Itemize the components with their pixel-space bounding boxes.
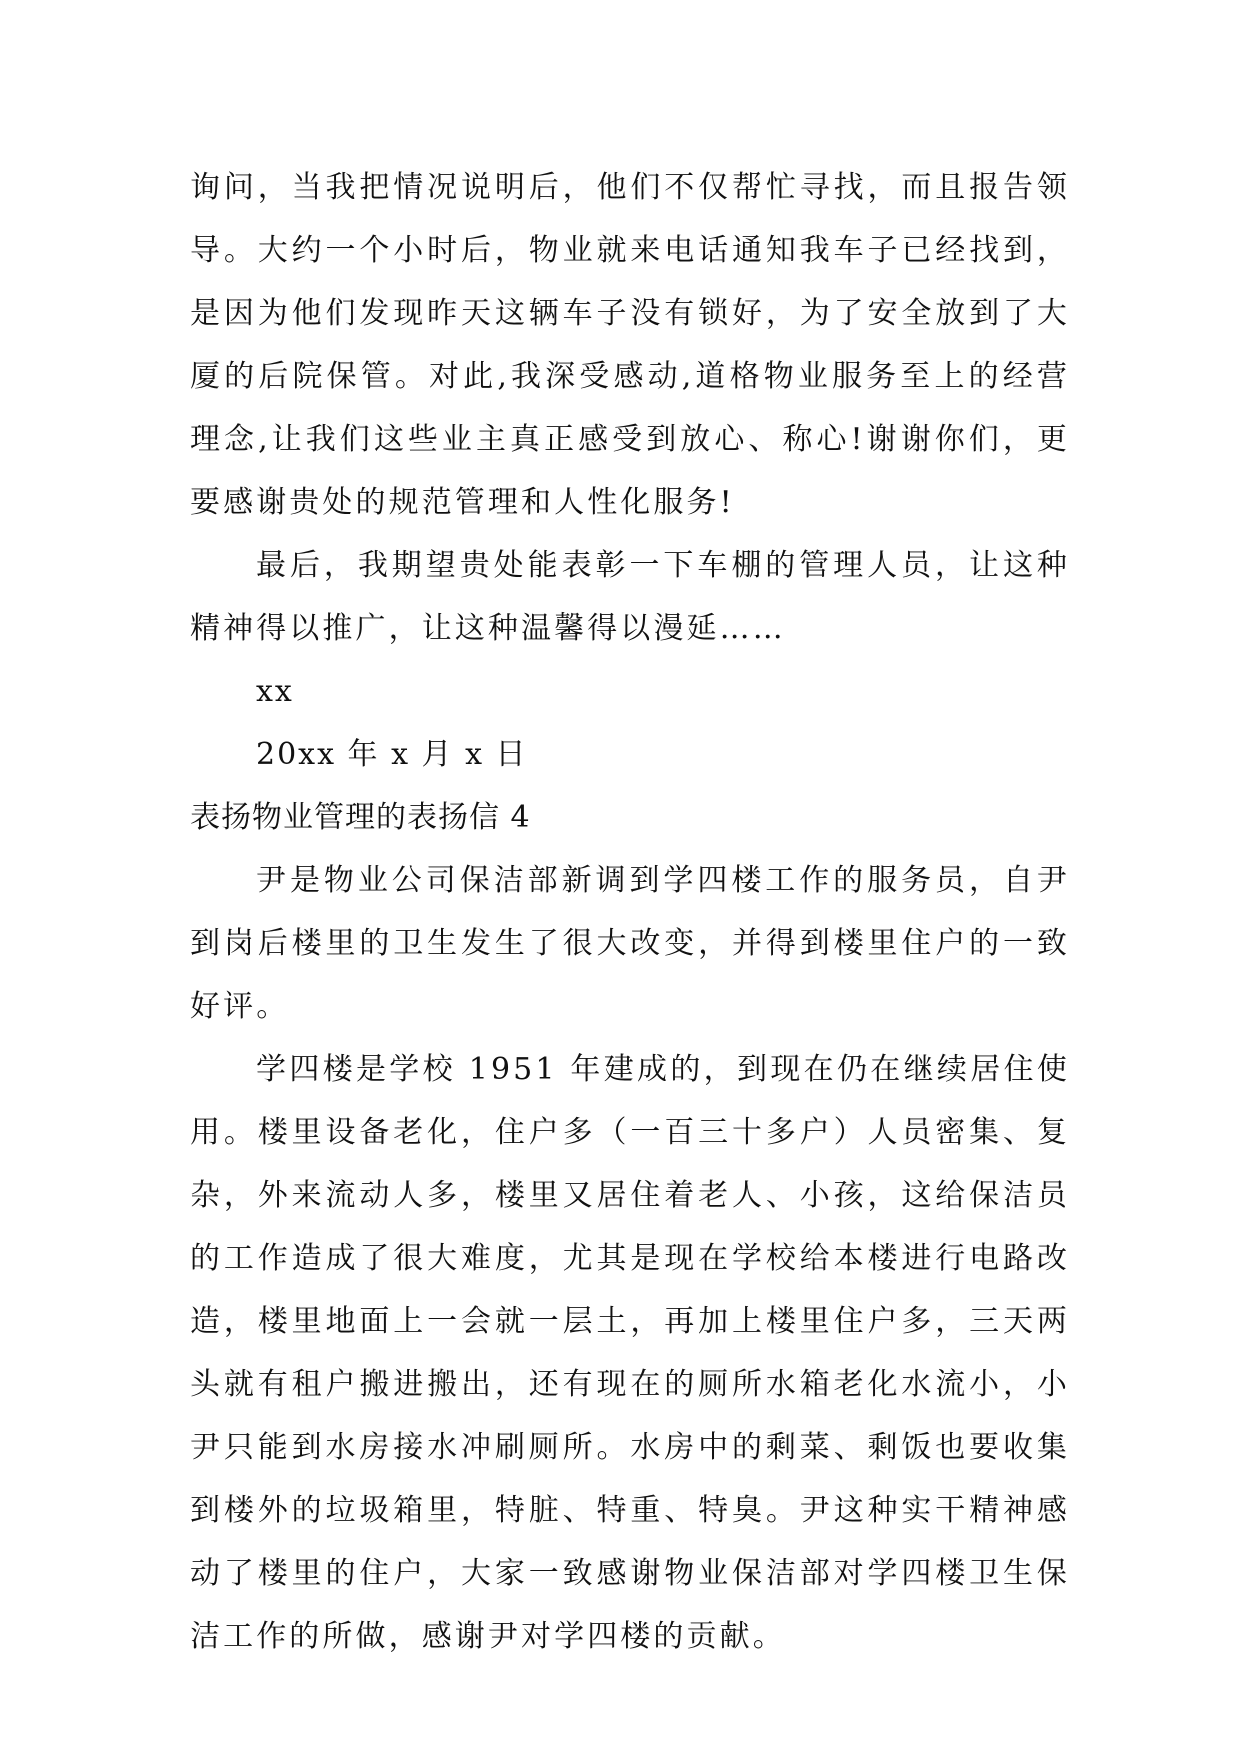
signature: xx — [256, 674, 294, 709]
paragraph-closing-wish: 最后，我期望贵处能表彰一下车棚的管理人员，让这种精神得以推广，让这种温馨得以漫延…… — [190, 548, 1070, 646]
document-body — [190, 156, 1070, 1668]
paragraph-continued-letter: 询问，当我把情况说明后，他们不仅帮忙寻找，而且报告领导。大约一个小时后，物业就来电话通知我车子已经找到，是因为他们发现昨天这辆车子没有锁好，为了安全放到了大厦的后院保管。对此,我深受感动,道格物业服务至上的经营理念,让我们这些业主真正感受到放心、称心!谢谢你们，更要感谢贵处的规范管理和人性化服务! — [190, 170, 1070, 520]
date-line: 20xx 年 x 月 x 日 — [256, 737, 528, 772]
section-heading: 表扬物业管理的表扬信 4 — [190, 800, 531, 835]
paragraph-intro: 尹是物业公司保洁部新调到学四楼工作的服务员，自尹到岗后楼里的卫生发生了很大改变，并得到楼里住户的一致好评。 — [190, 863, 1070, 1024]
paragraph-details: 学四楼是学校 1951 年建成的，到现在仍在继续居住使用。楼里设备老化，住户多（一百三十多户）人员密集、复杂，外来流动人多，楼里又居住着老人、小孩，这给保洁员的工作造成了很大难度，尤其是现在学校给本楼进行电路改造，楼里地面上一会就一层土，再加上楼里住户多，三天两头就有租户搬进搬出，还有现在的厕所水箱老化水流小，小尹只能到水房接水冲刷厕所。水房中的剩菜、剩饭也要收集到楼外的垃圾箱里，特脏、特重、特臭。尹这种实干精神感动了楼里的住户，大家一致感谢物业保洁部对学四楼卫生保洁工作的所做，感谢尹对学四楼的贡献。 — [190, 1052, 1070, 1654]
